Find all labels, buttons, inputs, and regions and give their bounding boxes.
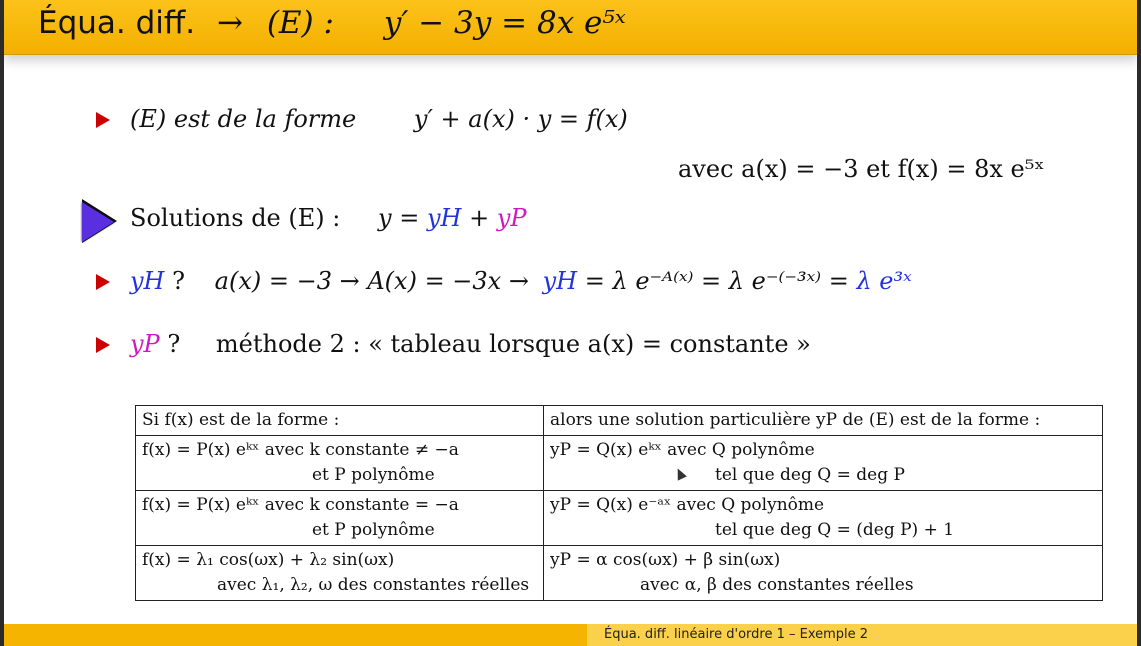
bullet-solutions xyxy=(130,204,527,232)
table-header-row xyxy=(136,406,1103,436)
bullet-icon xyxy=(96,274,110,290)
question-mark: ? xyxy=(172,267,186,295)
cell-line: tel que deg Q = deg P xyxy=(715,465,905,485)
yh-symbol-2: yH xyxy=(542,267,578,295)
cell-line: yP = Q(x) eᵏˣ avec Q polynôme xyxy=(550,440,815,460)
slide-title xyxy=(38,5,626,41)
bullet-yh xyxy=(130,267,912,295)
coefficients-text: avec a(x) = −3 et f(x) = 8x e⁵ˣ xyxy=(678,155,1045,183)
pointer-icon xyxy=(82,202,114,242)
table-header-cell: Si f(x) est de la forme : xyxy=(136,406,544,436)
yh-chain-2: = λ e⁻ᴬ⁽ˣ⁾ = λ e⁻⁽⁻³ˣ⁾ = xyxy=(584,267,849,295)
particular-solution-table xyxy=(135,405,1103,601)
cell-line: f(x) = P(x) eᵏˣ avec k constante ≠ −a xyxy=(142,440,459,460)
table-cell xyxy=(544,491,1103,546)
bullet-yp xyxy=(130,330,811,358)
table-row xyxy=(136,546,1103,601)
solutions-eq: y = xyxy=(378,204,420,232)
coefficients-line xyxy=(678,155,1045,183)
bullet-icon xyxy=(96,337,110,353)
yh-symbol: yH xyxy=(130,267,165,295)
table-row xyxy=(136,491,1103,546)
cell-line: yP = α cos(ωx) + β sin(ωx) xyxy=(550,550,781,570)
bullet-form-math: y′ + a(x) · y = f(x) xyxy=(413,105,628,133)
bullet-form-text: (E) est de la forme xyxy=(130,105,357,133)
bullet-form xyxy=(130,105,628,133)
cell-line: f(x) = P(x) eᵏˣ avec k constante = −a xyxy=(142,495,459,515)
table-row xyxy=(136,436,1103,491)
footer-left xyxy=(4,624,587,646)
yh-chain-1: a(x) = −3 → A(x) = −3x → xyxy=(214,267,529,295)
title-equation: y′ − 3y = 8x e⁵ˣ xyxy=(383,5,626,41)
title-bar xyxy=(4,0,1137,55)
method-text: méthode 2 : « tableau lorsque a(x) = constante » xyxy=(215,330,811,358)
yh-symbol: yH xyxy=(426,204,462,232)
cell-line: f(x) = λ₁ cos(ωx) + λ₂ sin(ωx) xyxy=(142,550,395,570)
cell-line: et P polynôme xyxy=(312,520,435,540)
solutions-text: Solutions de (E) : xyxy=(130,204,341,232)
yp-symbol: yP xyxy=(130,330,160,358)
plus-sign: + xyxy=(469,204,490,232)
bullet-icon xyxy=(96,112,110,128)
cell-line: yP = Q(x) e⁻ᵃˣ avec Q polynôme xyxy=(550,495,825,515)
slide xyxy=(4,0,1137,646)
question-mark: ? xyxy=(167,330,181,358)
table-cell xyxy=(544,436,1103,491)
cell-line: avec α, β des constantes réelles xyxy=(640,575,914,595)
title-label: (E) : xyxy=(266,5,334,41)
footer-bar xyxy=(4,624,1137,646)
table-cell xyxy=(136,491,544,546)
table-cell xyxy=(544,546,1103,601)
cell-line: avec λ₁, λ₂, ω des constantes réelles xyxy=(217,575,530,595)
title-arrow: → xyxy=(216,5,243,41)
yp-symbol: yP xyxy=(496,204,527,232)
title-prefix: Équa. diff. xyxy=(38,5,196,41)
table-cell xyxy=(136,436,544,491)
cell-line: tel que deg Q = (deg P) + 1 xyxy=(715,520,955,540)
yh-result: λ e³ˣ xyxy=(856,267,912,295)
cell-line: et P polynôme xyxy=(312,465,435,485)
table-header-cell: alors une solution particulière yP de (E) est de la forme : xyxy=(544,406,1103,436)
footer-text: Équa. diff. linéaire d'ordre 1 – Exemple 2 xyxy=(604,627,869,642)
table-cell xyxy=(136,546,544,601)
